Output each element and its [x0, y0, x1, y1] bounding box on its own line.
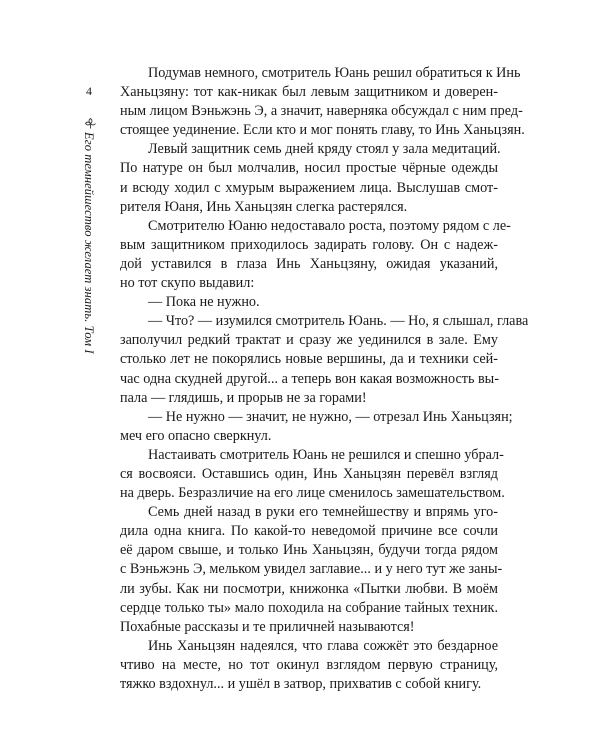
text-line: но тот скупо выдавил: [120, 275, 255, 292]
text-line: ным лицом Вэньжэнь Э, а значит, наверняка обсуждал с ним пред- [120, 103, 523, 120]
text-line: тяжко вздохнул... и ушёл в затвор, прихватив с собой книгу. [120, 676, 482, 692]
paragraph [120, 217, 511, 293]
text-line: Ханьцзяну: тот как-никак был левым защитником и доверен- [120, 84, 498, 101]
text-line: Семь дней назад в руки его темнейшеству и впрямь уго- [148, 504, 498, 521]
text-line: столько лет не покорялись новые вершины, да и техники сей- [120, 351, 498, 368]
text-line: — Что? — изумился смотритель Юань. — Но, я слышал, глава [148, 313, 529, 330]
text-line: — Пока не нужно. [148, 294, 260, 311]
text-line: вым защитником приходилось задирать голову. Он с надеж- [120, 236, 498, 253]
floral-ornament-icon-graphic [84, 117, 97, 130]
running-title: Его темнейшество желает знать. Том I [82, 132, 96, 354]
text-line: Похабные рассказы и те приличней называются! [120, 618, 415, 635]
text-line: Левый защитник семь дней кряду стоял у зала медитаций. [148, 141, 501, 158]
text-line: дила одна книга. По какой-то неведомой причине все сочли [120, 523, 498, 540]
text-line: По натуре он был молчалив, носил простые чёрные одежды [120, 160, 498, 177]
page-number: 4 [86, 84, 92, 98]
paragraph [120, 446, 505, 503]
text-line: ся восвояси. Оставшись один, Инь Ханьцзян перевёл взгляд [120, 465, 498, 482]
text-line: дой уставился в глаза Инь Ханьцзяну, ожидая указаний, [120, 255, 498, 272]
text-line: пала — глядишь, и прорыв не за горами! [120, 389, 367, 406]
text-line: с Вэньжэнь Э, мельком увидел заглавие... и у него тут же заны- [120, 561, 503, 578]
text-line: ли зубы. Как ни посмотри, книжонка «Пытки любви. В моём [120, 580, 498, 597]
text-line: заполучил редкий трактат и сразу же уединился в зале. Ему [120, 332, 498, 349]
paragraph [120, 293, 498, 312]
paragraph [120, 637, 498, 694]
text-line: её даром свыше, и только Инь Ханьцзян, будучи тогда рядом [120, 542, 498, 559]
text-line: чтиво на месте, но тот окинул взглядом первую страницу, [120, 656, 498, 673]
text-line: Смотрителю Юаню недоставало роста, поэтому рядом с ле- [148, 217, 511, 234]
text-line: стоящее уединение. Если кто и мог понять главу, то Инь Ханьцзян. [120, 122, 525, 139]
paragraph [120, 503, 503, 637]
text-line: рителя Юаня, Инь Ханьцзян слегка растерялся. [120, 198, 408, 215]
paragraph [120, 312, 529, 407]
text-line: и всюду ходил с хмурым выражением лица. Выслушав смот- [120, 179, 498, 196]
paragraph [120, 140, 501, 216]
text-line: Инь Ханьцзян надеялся, что глава сожжёт это бездарное [148, 637, 498, 654]
text-line: меч его опасно сверкнул. [120, 427, 272, 444]
text-line: Подумав немного, смотритель Юань решил обратиться к Инь [148, 65, 521, 81]
paragraph [120, 64, 525, 140]
text-line: Настаивать смотритель Юань не решился и спешно убрал- [148, 446, 504, 463]
paragraph [120, 408, 513, 446]
body-text [120, 64, 529, 694]
text-line: час одна скудней другой... а теперь вон какая возможность вы- [120, 370, 499, 387]
text-line: на дверь. Безразличие на его лице сменилось замешательством. [120, 485, 505, 502]
text-line: сердце только ты» мало походила на собрание тайных техник. [120, 599, 498, 616]
text-line: — Не нужно — значит, не нужно, — отрезал Инь Ханьцзян; [148, 408, 513, 425]
